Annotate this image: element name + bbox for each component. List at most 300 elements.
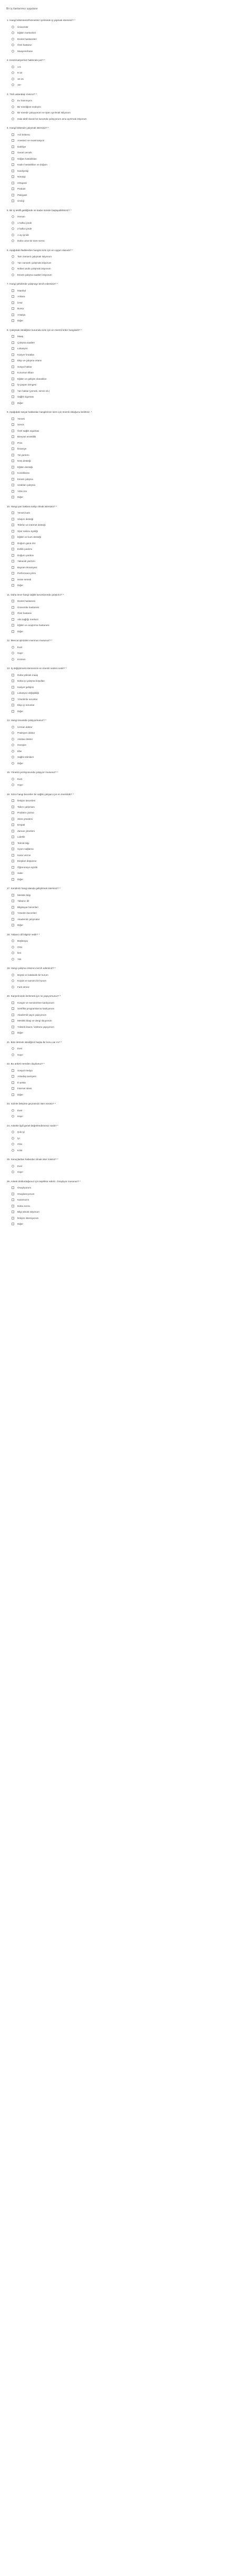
radio-button[interactable] — [12, 71, 14, 74]
answer-option[interactable] — [7, 870, 247, 877]
answer-option[interactable] — [7, 1086, 247, 1092]
checkbox[interactable] — [12, 560, 14, 562]
answer-option[interactable] — [7, 546, 247, 552]
radio-button[interactable] — [12, 986, 14, 988]
answer-option[interactable] — [7, 318, 247, 324]
checkbox[interactable] — [12, 548, 14, 550]
answer-option[interactable] — [7, 364, 247, 370]
answer-option[interactable] — [7, 104, 247, 110]
checkbox[interactable] — [12, 490, 14, 493]
checkbox[interactable] — [12, 1223, 14, 1225]
answer-option[interactable] — [7, 938, 247, 944]
answer-option[interactable] — [7, 736, 247, 743]
checkbox[interactable] — [12, 878, 14, 881]
answer-option[interactable] — [7, 416, 247, 422]
radio-button[interactable] — [12, 958, 14, 961]
checkbox[interactable] — [12, 612, 14, 614]
checkbox[interactable] — [12, 536, 14, 538]
answer-option[interactable] — [7, 192, 247, 199]
checkbox[interactable] — [12, 139, 14, 142]
checkbox[interactable] — [12, 1217, 14, 1219]
answer-option[interactable] — [7, 186, 247, 192]
answer-option[interactable] — [7, 678, 247, 684]
answer-option[interactable] — [7, 1135, 247, 1142]
checkbox[interactable] — [12, 692, 14, 694]
answer-option[interactable] — [7, 24, 247, 30]
answer-option[interactable] — [7, 522, 247, 528]
answer-option[interactable] — [7, 226, 247, 232]
answer-option[interactable] — [7, 944, 247, 951]
checkbox[interactable] — [12, 335, 14, 338]
answer-option[interactable] — [7, 494, 247, 500]
radio-button[interactable] — [12, 1143, 14, 1145]
checkbox[interactable] — [12, 806, 14, 808]
checkbox[interactable] — [12, 182, 14, 184]
answer-option[interactable] — [7, 1108, 247, 1114]
checkbox[interactable] — [12, 359, 14, 362]
checkbox[interactable] — [12, 530, 14, 533]
checkbox[interactable] — [12, 606, 14, 609]
radio-button[interactable] — [12, 44, 14, 46]
checkbox[interactable] — [12, 390, 14, 392]
answer-option[interactable] — [7, 30, 247, 36]
answer-option[interactable] — [7, 656, 247, 663]
answer-option[interactable] — [7, 144, 247, 150]
checkbox[interactable] — [12, 289, 14, 292]
answer-option[interactable] — [7, 1169, 247, 1175]
answer-option[interactable] — [7, 346, 247, 352]
answer-option[interactable] — [7, 376, 247, 382]
answer-option[interactable] — [7, 552, 247, 559]
answer-option[interactable] — [7, 340, 247, 346]
radio-button[interactable] — [12, 1115, 14, 1118]
radio-button[interactable] — [12, 26, 14, 28]
answer-option[interactable] — [7, 748, 247, 755]
radio-button[interactable] — [12, 38, 14, 40]
answer-option[interactable] — [7, 1185, 247, 1191]
answer-option[interactable] — [7, 540, 247, 547]
radio-button[interactable] — [12, 1137, 14, 1140]
checkbox[interactable] — [12, 133, 14, 136]
answer-option[interactable] — [7, 1046, 247, 1052]
answer-option[interactable] — [7, 1012, 247, 1018]
answer-option[interactable] — [7, 1163, 247, 1170]
checkbox[interactable] — [12, 301, 14, 304]
answer-option[interactable] — [7, 782, 247, 788]
answer-option[interactable] — [7, 742, 247, 748]
checkbox[interactable] — [12, 353, 14, 356]
checkbox[interactable] — [12, 894, 14, 896]
answer-option[interactable] — [7, 724, 247, 731]
answer-option[interactable] — [7, 702, 247, 708]
answer-option[interactable] — [7, 138, 247, 144]
checkbox[interactable] — [12, 686, 14, 689]
checkbox[interactable] — [12, 163, 14, 166]
checkbox[interactable] — [12, 371, 14, 374]
radio-button[interactable] — [12, 979, 14, 982]
answer-option[interactable] — [7, 776, 247, 783]
checkbox[interactable] — [12, 1002, 14, 1004]
radio-button[interactable] — [12, 658, 14, 661]
answer-option[interactable] — [7, 428, 247, 434]
checkbox[interactable] — [12, 1081, 14, 1084]
answer-option[interactable] — [7, 260, 247, 266]
radio-button[interactable] — [12, 222, 14, 224]
radio-button[interactable] — [12, 750, 14, 753]
answer-option[interactable] — [7, 150, 247, 156]
radio-button[interactable] — [12, 1109, 14, 1112]
answer-option[interactable] — [7, 36, 247, 43]
checkbox[interactable] — [12, 866, 14, 869]
radio-button[interactable] — [12, 726, 14, 728]
checkbox[interactable] — [12, 319, 14, 322]
answer-option[interactable] — [7, 629, 247, 635]
checkbox[interactable] — [12, 447, 14, 450]
checkbox[interactable] — [12, 1186, 14, 1189]
answer-option[interactable] — [7, 1073, 247, 1080]
answer-option[interactable] — [7, 440, 247, 446]
checkbox[interactable] — [12, 383, 14, 386]
answer-option[interactable] — [7, 972, 247, 978]
checkbox[interactable] — [12, 566, 14, 569]
answer-option[interactable] — [7, 846, 247, 852]
answer-option[interactable] — [7, 510, 247, 516]
answer-option[interactable] — [7, 610, 247, 617]
answer-option[interactable] — [7, 70, 247, 76]
answer-option[interactable] — [7, 828, 247, 835]
checkbox[interactable] — [12, 187, 14, 190]
checkbox[interactable] — [12, 818, 14, 820]
answer-option[interactable] — [7, 730, 247, 736]
answer-option[interactable] — [7, 1024, 247, 1030]
answer-option[interactable] — [7, 798, 247, 804]
checkbox[interactable] — [12, 170, 14, 172]
radio-button[interactable] — [12, 78, 14, 80]
checkbox[interactable] — [12, 145, 14, 148]
checkbox[interactable] — [12, 1069, 14, 1072]
answer-option[interactable] — [7, 916, 247, 923]
answer-option[interactable] — [7, 1080, 247, 1086]
radio-button[interactable] — [12, 778, 14, 780]
answer-option[interactable] — [7, 834, 247, 840]
checkbox[interactable] — [12, 860, 14, 862]
radio-button[interactable] — [12, 50, 14, 53]
checkbox[interactable] — [12, 478, 14, 481]
checkbox[interactable] — [12, 430, 14, 432]
answer-option[interactable] — [7, 672, 247, 679]
answer-option[interactable] — [7, 488, 247, 495]
answer-option[interactable] — [7, 446, 247, 452]
checkbox[interactable] — [12, 1007, 14, 1010]
answer-option[interactable] — [7, 168, 247, 174]
radio-button[interactable] — [12, 215, 14, 218]
answer-option[interactable] — [7, 358, 247, 364]
checkbox[interactable] — [12, 524, 14, 526]
answer-option[interactable] — [7, 1221, 247, 1227]
radio-button[interactable] — [12, 1047, 14, 1050]
radio-button[interactable] — [12, 732, 14, 734]
checkbox[interactable] — [12, 918, 14, 921]
radio-button[interactable] — [12, 111, 14, 114]
answer-option[interactable] — [7, 1068, 247, 1074]
radio-button[interactable] — [12, 946, 14, 948]
answer-option[interactable] — [7, 1052, 247, 1058]
checkbox[interactable] — [12, 811, 14, 814]
answer-option[interactable] — [7, 852, 247, 859]
answer-option[interactable] — [7, 370, 247, 376]
checkbox[interactable] — [12, 848, 14, 850]
radio-button[interactable] — [12, 940, 14, 942]
answer-option[interactable] — [7, 760, 247, 767]
answer-option[interactable] — [7, 892, 247, 899]
answer-option[interactable] — [7, 858, 247, 864]
answer-option[interactable] — [7, 1113, 247, 1120]
checkbox[interactable] — [12, 799, 14, 802]
checkbox[interactable] — [12, 512, 14, 514]
checkbox[interactable] — [12, 496, 14, 498]
answer-option[interactable] — [7, 582, 247, 589]
checkbox[interactable] — [12, 698, 14, 701]
checkbox[interactable] — [12, 912, 14, 914]
answer-option[interactable] — [7, 464, 247, 471]
answer-option[interactable] — [7, 288, 247, 294]
radio-button[interactable] — [12, 784, 14, 786]
answer-option[interactable] — [7, 1215, 247, 1222]
answer-option[interactable] — [7, 1030, 247, 1036]
answer-option[interactable] — [7, 238, 247, 244]
answer-option[interactable] — [7, 604, 247, 611]
answer-option[interactable] — [7, 577, 247, 583]
radio-button[interactable] — [12, 1131, 14, 1133]
answer-option[interactable] — [7, 617, 247, 623]
answer-option[interactable] — [7, 1000, 247, 1006]
radio-button[interactable] — [12, 84, 14, 86]
radio-button[interactable] — [12, 32, 14, 34]
checkbox[interactable] — [12, 484, 14, 486]
answer-option[interactable] — [7, 254, 247, 260]
answer-option[interactable] — [7, 110, 247, 116]
answer-option[interactable] — [7, 644, 247, 651]
checkbox[interactable] — [12, 378, 14, 380]
answer-option[interactable] — [7, 300, 247, 306]
checkbox[interactable] — [12, 151, 14, 154]
answer-option[interactable] — [7, 48, 247, 55]
checkbox[interactable] — [12, 924, 14, 926]
checkbox[interactable] — [12, 454, 14, 456]
checkbox[interactable] — [12, 554, 14, 557]
checkbox[interactable] — [12, 418, 14, 420]
answer-option[interactable] — [7, 198, 247, 204]
answer-option[interactable] — [7, 352, 247, 358]
checkbox[interactable] — [12, 872, 14, 874]
radio-button[interactable] — [12, 1054, 14, 1056]
answer-option[interactable] — [7, 1197, 247, 1203]
answer-option[interactable] — [7, 708, 247, 715]
answer-option[interactable] — [7, 570, 247, 577]
checkbox[interactable] — [12, 423, 14, 426]
answer-option[interactable] — [7, 294, 247, 300]
checkbox[interactable] — [12, 674, 14, 676]
answer-option[interactable] — [7, 476, 247, 483]
checkbox[interactable] — [12, 624, 14, 627]
answer-option[interactable] — [7, 458, 247, 464]
radio-button[interactable] — [12, 255, 14, 258]
answer-option[interactable] — [7, 452, 247, 458]
answer-option[interactable] — [7, 394, 247, 400]
radio-button[interactable] — [12, 118, 14, 120]
answer-option[interactable] — [7, 1006, 247, 1012]
checkbox[interactable] — [12, 341, 14, 344]
radio-button[interactable] — [12, 762, 14, 765]
answer-option[interactable] — [7, 984, 247, 990]
answer-option[interactable] — [7, 690, 247, 696]
radio-button[interactable] — [12, 1171, 14, 1173]
checkbox[interactable] — [12, 906, 14, 909]
radio-button[interactable] — [12, 262, 14, 264]
answer-option[interactable] — [7, 76, 247, 82]
answer-option[interactable] — [7, 864, 247, 871]
checkbox[interactable] — [12, 830, 14, 832]
answer-option[interactable] — [7, 622, 247, 629]
radio-button[interactable] — [12, 66, 14, 68]
checkbox[interactable] — [12, 836, 14, 838]
answer-option[interactable] — [7, 950, 247, 956]
checkbox[interactable] — [12, 710, 14, 713]
checkbox[interactable] — [12, 572, 14, 575]
answer-option[interactable] — [7, 266, 247, 272]
checkbox[interactable] — [12, 854, 14, 857]
answer-option[interactable] — [7, 810, 247, 816]
checkbox[interactable] — [12, 460, 14, 462]
checkbox[interactable] — [12, 630, 14, 633]
answer-option[interactable] — [7, 98, 247, 104]
answer-option[interactable] — [7, 434, 247, 440]
answer-option[interactable] — [7, 696, 247, 703]
answer-option[interactable] — [7, 156, 247, 162]
answer-option[interactable] — [7, 558, 247, 565]
checkbox[interactable] — [12, 1198, 14, 1201]
checkbox[interactable] — [12, 435, 14, 438]
answer-option[interactable] — [7, 650, 247, 656]
radio-button[interactable] — [12, 974, 14, 976]
answer-option[interactable] — [7, 116, 247, 122]
answer-option[interactable] — [7, 1191, 247, 1197]
checkbox[interactable] — [12, 1211, 14, 1213]
answer-option[interactable] — [7, 840, 247, 847]
answer-option[interactable] — [7, 898, 247, 904]
checkbox[interactable] — [12, 200, 14, 202]
radio-button[interactable] — [12, 227, 14, 230]
checkbox[interactable] — [12, 1087, 14, 1090]
checkbox[interactable] — [12, 900, 14, 902]
answer-option[interactable] — [7, 388, 247, 394]
answer-option[interactable] — [7, 516, 247, 523]
answer-option[interactable] — [7, 1203, 247, 1209]
radio-button[interactable] — [12, 738, 14, 741]
radio-button[interactable] — [12, 234, 14, 236]
checkbox[interactable] — [12, 1014, 14, 1016]
radio-button[interactable] — [12, 646, 14, 649]
answer-option[interactable] — [7, 754, 247, 760]
answer-option[interactable] — [7, 422, 247, 428]
checkbox[interactable] — [12, 578, 14, 581]
answer-option[interactable] — [7, 64, 247, 70]
checkbox[interactable] — [12, 295, 14, 298]
radio-button[interactable] — [12, 239, 14, 242]
checkbox[interactable] — [12, 175, 14, 178]
checkbox[interactable] — [12, 842, 14, 844]
answer-option[interactable] — [7, 220, 247, 226]
radio-button[interactable] — [12, 274, 14, 276]
radio-button[interactable] — [12, 267, 14, 270]
answer-option[interactable] — [7, 565, 247, 571]
answer-option[interactable] — [7, 42, 247, 48]
answer-option[interactable] — [7, 180, 247, 186]
checkbox[interactable] — [12, 704, 14, 706]
checkbox[interactable] — [12, 395, 14, 398]
checkbox[interactable] — [12, 466, 14, 468]
answer-option[interactable] — [7, 910, 247, 916]
checkbox[interactable] — [12, 442, 14, 444]
radio-button[interactable] — [12, 952, 14, 954]
checkbox[interactable] — [12, 1193, 14, 1195]
answer-option[interactable] — [7, 598, 247, 604]
answer-option[interactable] — [7, 1148, 247, 1154]
answer-option[interactable] — [7, 528, 247, 535]
answer-option[interactable] — [7, 400, 247, 406]
answer-option[interactable] — [7, 333, 247, 340]
answer-option[interactable] — [7, 470, 247, 476]
checkbox[interactable] — [12, 314, 14, 316]
checkbox[interactable] — [12, 1205, 14, 1207]
checkbox[interactable] — [12, 518, 14, 520]
checkbox[interactable] — [12, 823, 14, 826]
radio-button[interactable] — [12, 1165, 14, 1167]
answer-option[interactable] — [7, 978, 247, 984]
answer-option[interactable] — [7, 1209, 247, 1215]
checkbox[interactable] — [12, 600, 14, 602]
checkbox[interactable] — [12, 1031, 14, 1034]
radio-button[interactable] — [12, 756, 14, 758]
checkbox[interactable] — [12, 194, 14, 196]
checkbox[interactable] — [12, 584, 14, 587]
checkbox[interactable] — [12, 618, 14, 621]
checkbox[interactable] — [12, 1026, 14, 1028]
radio-button[interactable] — [12, 99, 14, 102]
answer-option[interactable] — [7, 534, 247, 540]
checkbox[interactable] — [12, 402, 14, 404]
checkbox[interactable] — [12, 680, 14, 682]
answer-option[interactable] — [7, 214, 247, 220]
answer-option[interactable] — [7, 822, 247, 828]
checkbox[interactable] — [12, 347, 14, 350]
answer-option[interactable] — [7, 132, 247, 138]
radio-button[interactable] — [12, 1149, 14, 1152]
checkbox[interactable] — [12, 1093, 14, 1096]
answer-option[interactable] — [7, 82, 247, 88]
checkbox[interactable] — [12, 542, 14, 545]
answer-option[interactable] — [7, 804, 247, 810]
answer-option[interactable] — [7, 272, 247, 278]
checkbox[interactable] — [12, 472, 14, 474]
answer-option[interactable] — [7, 684, 247, 691]
answer-option[interactable] — [7, 956, 247, 963]
answer-option[interactable] — [7, 1141, 247, 1148]
radio-button[interactable] — [12, 106, 14, 108]
answer-option[interactable] — [7, 1018, 247, 1024]
radio-button[interactable] — [12, 652, 14, 654]
answer-option[interactable] — [7, 162, 247, 168]
